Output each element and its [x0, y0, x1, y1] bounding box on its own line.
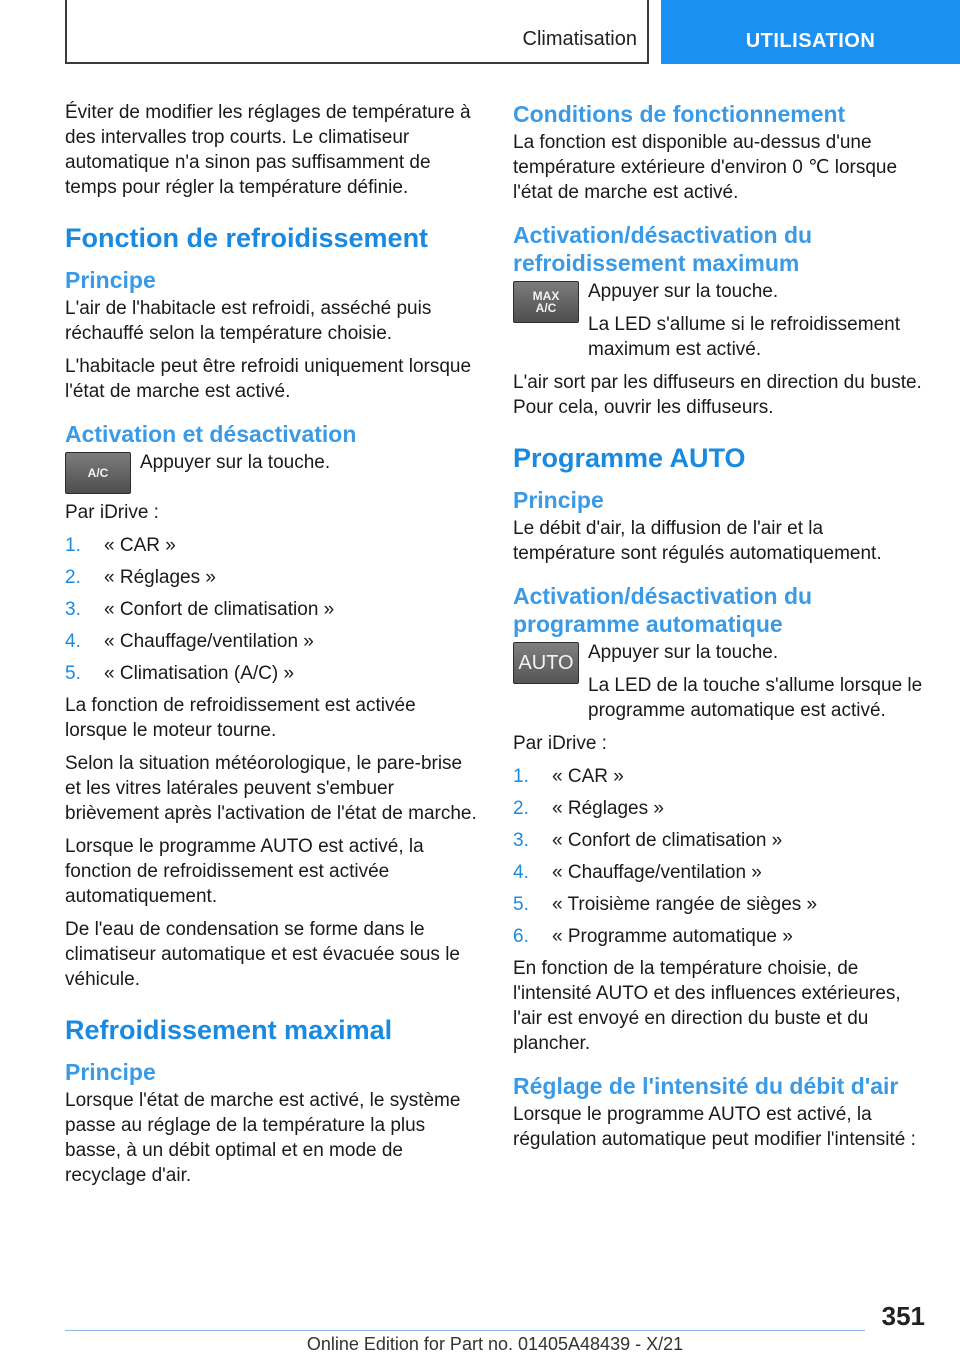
cooling-principle-heading: Principe: [65, 267, 156, 293]
list-item: 3. « Confort de climatisation »: [513, 830, 783, 851]
auto-steps-list: [513, 764, 928, 949]
max-air-text: L'air sort par les diffuseurs en direction du buste. Pour cela, ouvrir les diffuseurs.: [513, 372, 922, 418]
list-item: 3. « Confort de climatisation »: [65, 599, 335, 620]
max-ac-button[interactable]: MAX A/C: [513, 281, 579, 323]
cooling-principle-p1: L'air de l'habitacle est refroidi, asséché puis réchauffé selon la température choisie.: [65, 298, 432, 344]
list-item: 1. « CAR »: [513, 766, 624, 787]
auto-led-text: La LED de la touche s'allume lorsque le programme automatique est activé.: [588, 675, 923, 721]
cooling-principle-p2: L'habitacle peut être refroidi uniquement lorsque l'état de marche est activé.: [65, 356, 472, 402]
list-item: 6. « Programme automatique »: [513, 926, 793, 947]
auto-heading: Programme AUTO: [513, 443, 746, 473]
footer-divider: [65, 1330, 865, 1331]
right-column: [513, 100, 928, 1160]
left-column: [65, 100, 480, 1196]
max-principle-p: Lorsque l'état de marche est activé, le système passe au réglage de la température la plus basse, à un débit optimal et en mode de recyclage d'air.: [65, 1090, 461, 1186]
footer-edition: Online Edition for Part no. 01405A48439 - X/21: [306, 1334, 684, 1354]
auto-idrive-label: Par iDrive :: [513, 733, 607, 754]
max-principle-heading: Principe: [65, 1059, 156, 1085]
conditions-p: La fonction est disponible au-dessus d'une température extérieure d'environ 0 ℃ lorsque l'état de marche est activé.: [513, 132, 898, 203]
cooling-after-p4: De l'eau de condensation se forme dans le climatiseur automatique et est évacuée sous le véhicule.: [65, 919, 460, 990]
list-item: 5. « Climatisation (A/C) »: [65, 663, 295, 684]
cooling-heading: Fonction de refroidissement: [65, 223, 429, 253]
list-item: 1. « CAR »: [65, 535, 176, 556]
ac-press-text: Appuyer sur la touche.: [140, 452, 331, 473]
cooling-after-p1: La fonction de refroidissement est activée lorsque le moteur tourne.: [65, 695, 416, 741]
intensity-heading: Réglage de l'intensité du débit d'air: [513, 1073, 899, 1099]
list-item: 2. « Réglages »: [65, 567, 216, 588]
auto-press-text: Appuyer sur la touche.: [588, 642, 779, 663]
cooling-after-p2: Selon la situation météorologique, le pare-brise et les vitres latérales peuvent s'embuer brièvement après l'activation de l'état de marche.: [65, 753, 477, 824]
max-key-row: [513, 279, 928, 362]
chapter-tab[interactable]: UTILISATION: [661, 0, 960, 64]
section-title: Climatisation: [522, 28, 637, 50]
max-press-text: Appuyer sur la touche.: [588, 281, 779, 302]
idrive-label: Par iDrive :: [65, 502, 159, 523]
auto-after-p: En fonction de la température choisie, de l'intensité AUTO et des influences extérieures, l'air est envoyé en direction du buste et du plancher.: [513, 958, 901, 1054]
cooling-steps-list: [65, 533, 480, 686]
ac-button[interactable]: A/C: [65, 452, 131, 494]
intensity-p: Lorsque le programme AUTO est activé, la régulation automatique peut modifier l'intensité :: [513, 1104, 916, 1150]
intro-paragraph: Éviter de modifier les réglages de température à des intervalles trop courts. Le climatiseur automatique n'a sinon pas suffisamment de temps pour régler la température définie.: [65, 102, 471, 198]
auto-principle-heading: Principe: [513, 487, 604, 513]
cooling-after-p3: Lorsque le programme AUTO est activé, la fonction de refroidissement est activée automatiquement.: [65, 836, 424, 907]
list-item: 5. « Troisième rangée de sièges »: [513, 894, 818, 915]
max-led-text: La LED s'allume si le refroidissement maximum est activé.: [588, 314, 900, 360]
conditions-heading: Conditions de fonctionnement: [513, 101, 846, 127]
list-item: 4. « Chauffage/ventilation »: [513, 862, 762, 883]
auto-activation-heading: Activation/désactivation du programme automatique: [513, 583, 813, 637]
max-activation-heading: Activation/désactivation du refroidissement maximum: [513, 222, 813, 276]
auto-button[interactable]: AUTO: [513, 642, 579, 684]
ac-key-row: [65, 450, 480, 492]
list-item: 2. « Réglages »: [513, 798, 664, 819]
auto-key-row: [513, 640, 928, 723]
list-item: 4. « Chauffage/ventilation »: [65, 631, 314, 652]
activation-heading: Activation et désactivation: [65, 421, 357, 447]
max-cooling-heading: Refroidissement maximal: [65, 1015, 393, 1045]
auto-principle-p: Le débit d'air, la diffusion de l'air et la température sont régulés automatiquement.: [513, 518, 882, 564]
page-number: 351: [881, 1301, 925, 1331]
